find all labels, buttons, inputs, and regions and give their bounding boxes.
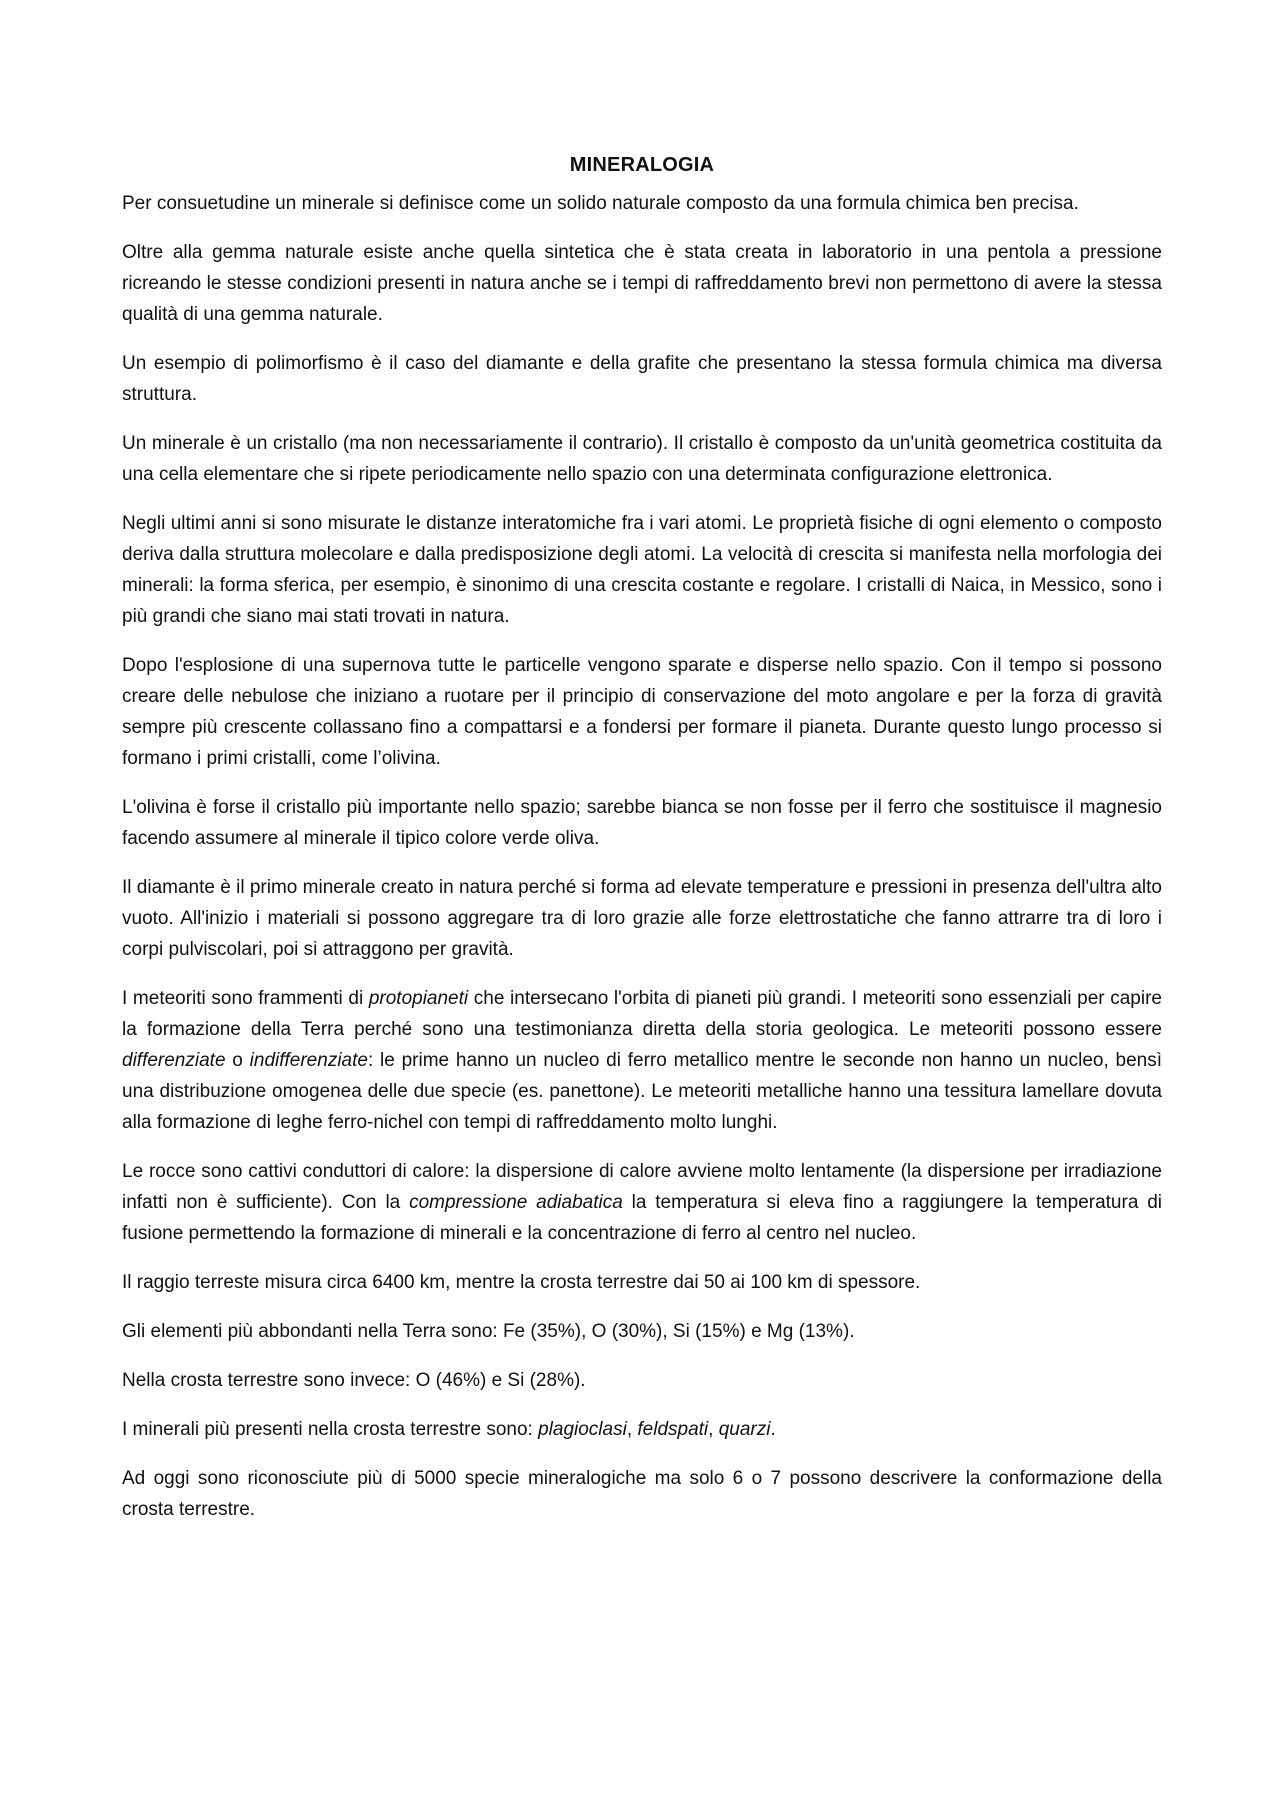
paragraph-earth-radius: Il raggio terreste misura circa 6400 km, mentre la crosta terrestre dai 50 ai 100 km di spessore. [122, 1272, 921, 1293]
term-quarzi: quarzi [718, 1419, 771, 1440]
paragraph-species-count: Ad oggi sono riconosciute più di 5000 specie mineralogiche ma solo 6 o 7 possono descrivere la conformazione della crosta terrestre. [122, 1468, 1162, 1520]
paragraph-crust-minerals [122, 1414, 1162, 1445]
term-feldspati: feldspati [637, 1419, 709, 1440]
paragraph-crystal: Un minerale è un cristallo (ma non necessariamente il contrario). Il cristallo è composto da un'unità geometrica costituita da una cella elementare che si ripete periodicamente nello spazio con una determinata configurazione elettronica. [122, 433, 1162, 485]
paragraph-supernova: Dopo l'esplosione di una supernova tutte le particelle vengono sparate e disperse nello spazio. Con il tempo si possono creare delle nebulose che iniziano a ruotare per il principio di conservazione del moto angolare e per la forza di gravità sempre più crescente collassano fino a compattarsi e a fondersi per formare il pianeta. Durante questo lungo processo si formano i primi cristalli, come l’olivina. [122, 655, 1162, 769]
text-run: : le prime hanno un nucleo di ferro metallico mentre le seconde non hanno un nucleo, bensì una distribuzione omogenea delle due specie (es. panettone). Le meteoriti metalliche hanno una tessitura lamellare dovuta alla formazione di leghe ferro-nichel con tempi di raffreddamento molto lunghi. [122, 1050, 1163, 1133]
text-run: , [626, 1419, 638, 1440]
paragraph-crust-elements: Nella crosta terrestre sono invece: O (46%) e Si (28%). [122, 1370, 586, 1391]
paragraph-synthetic-gem: Oltre alla gemma naturale esiste anche quella sintetica che è stata creata in laboratorio in una pentola a pressione ricreando le stesse condizioni presenti in natura anche se i tempi di raffreddamento brevi non permettono di avere la stessa qualità di una gemma naturale. [122, 242, 1162, 325]
text-run: Le rocce sono cattivi conduttori di calore: la dispersione di calore avviene molto lentamente (la dispersione per irradiazione infatti non è sufficiente). Con la [122, 1161, 1162, 1213]
paragraph-rocks-heat [122, 1156, 1162, 1249]
text-run: . [770, 1419, 776, 1440]
paragraph-olivine: L'olivina è forse il cristallo più importante nello spazio; sarebbe bianca se non fosse per il ferro che sostituisce il magnesio facendo assumere al minerale il tipico colore verde oliva. [122, 797, 1162, 849]
text-run: o [225, 1050, 250, 1071]
term-plagioclasi: plagioclasi [538, 1419, 627, 1440]
paragraph-diamond: Il diamante è il primo minerale creato in natura perché si forma ad elevate temperature e pressioni in presenza dell'ultra alto vuoto. All'inizio i materiali si possono aggregare tra di loro grazie alle forze elettrostatiche che fanno attrarre tra di loro i corpi pulviscolari, poi si attraggono per gravità. [122, 877, 1162, 960]
text-run: la temperatura si eleva fino a raggiungere la temperatura di fusione permettendo la formazione di minerali e la concentrazione di ferro al centro nel nucleo. [122, 1192, 1162, 1244]
text-run: che intersecano l'orbita di pianeti più grandi. I meteoriti sono essenziali per capire la formazione della Terra perché sono una testimonianza diretta della storia geologica. Le meteoriti possono essere [122, 988, 1162, 1040]
paragraph-definition: Per consuetudine un minerale si definisce come un solido naturale composto da una formula chimica ben precisa. [122, 193, 1079, 214]
term-differenziate: differenziate [122, 1050, 226, 1071]
paragraph-earth-elements: Gli elementi più abbondanti nella Terra sono: Fe (35%), O (30%), Si (15%) e Mg (13%). [122, 1321, 855, 1342]
document-title: MINERALOGIA [569, 154, 715, 176]
document-page [122, 150, 1162, 1543]
term-indifferenziate: indifferenziate [249, 1050, 368, 1071]
text-run: I minerali più presenti nella crosta terrestre sono: [122, 1419, 539, 1440]
paragraph-meteorites [122, 983, 1162, 1138]
term-protopianeti: protopianeti [368, 988, 469, 1009]
paragraph-polymorphism: Un esempio di polimorfismo è il caso del diamante e della grafite che presentano la stessa formula chimica ma diversa struttura. [122, 353, 1162, 405]
paragraph-interatomic: Negli ultimi anni si sono misurate le distanze interatomiche fra i vari atomi. Le proprietà fisiche di ogni elemento o composto deriva dalla struttura molecolare e dalla predisposizione degli atomi. La velocità di crescita si manifesta nella morfologia dei minerali: la forma sferica, per esempio, è sinonimo di una crescita costante e regolare. I cristalli di Naica, in Messico, sono i più grandi che siano mai stati trovati in natura. [122, 513, 1162, 627]
text-run: , [708, 1419, 719, 1440]
text-run: I meteoriti sono frammenti di [122, 988, 369, 1009]
term-compressione-adiabatica: compressione adiabatica [409, 1192, 623, 1213]
